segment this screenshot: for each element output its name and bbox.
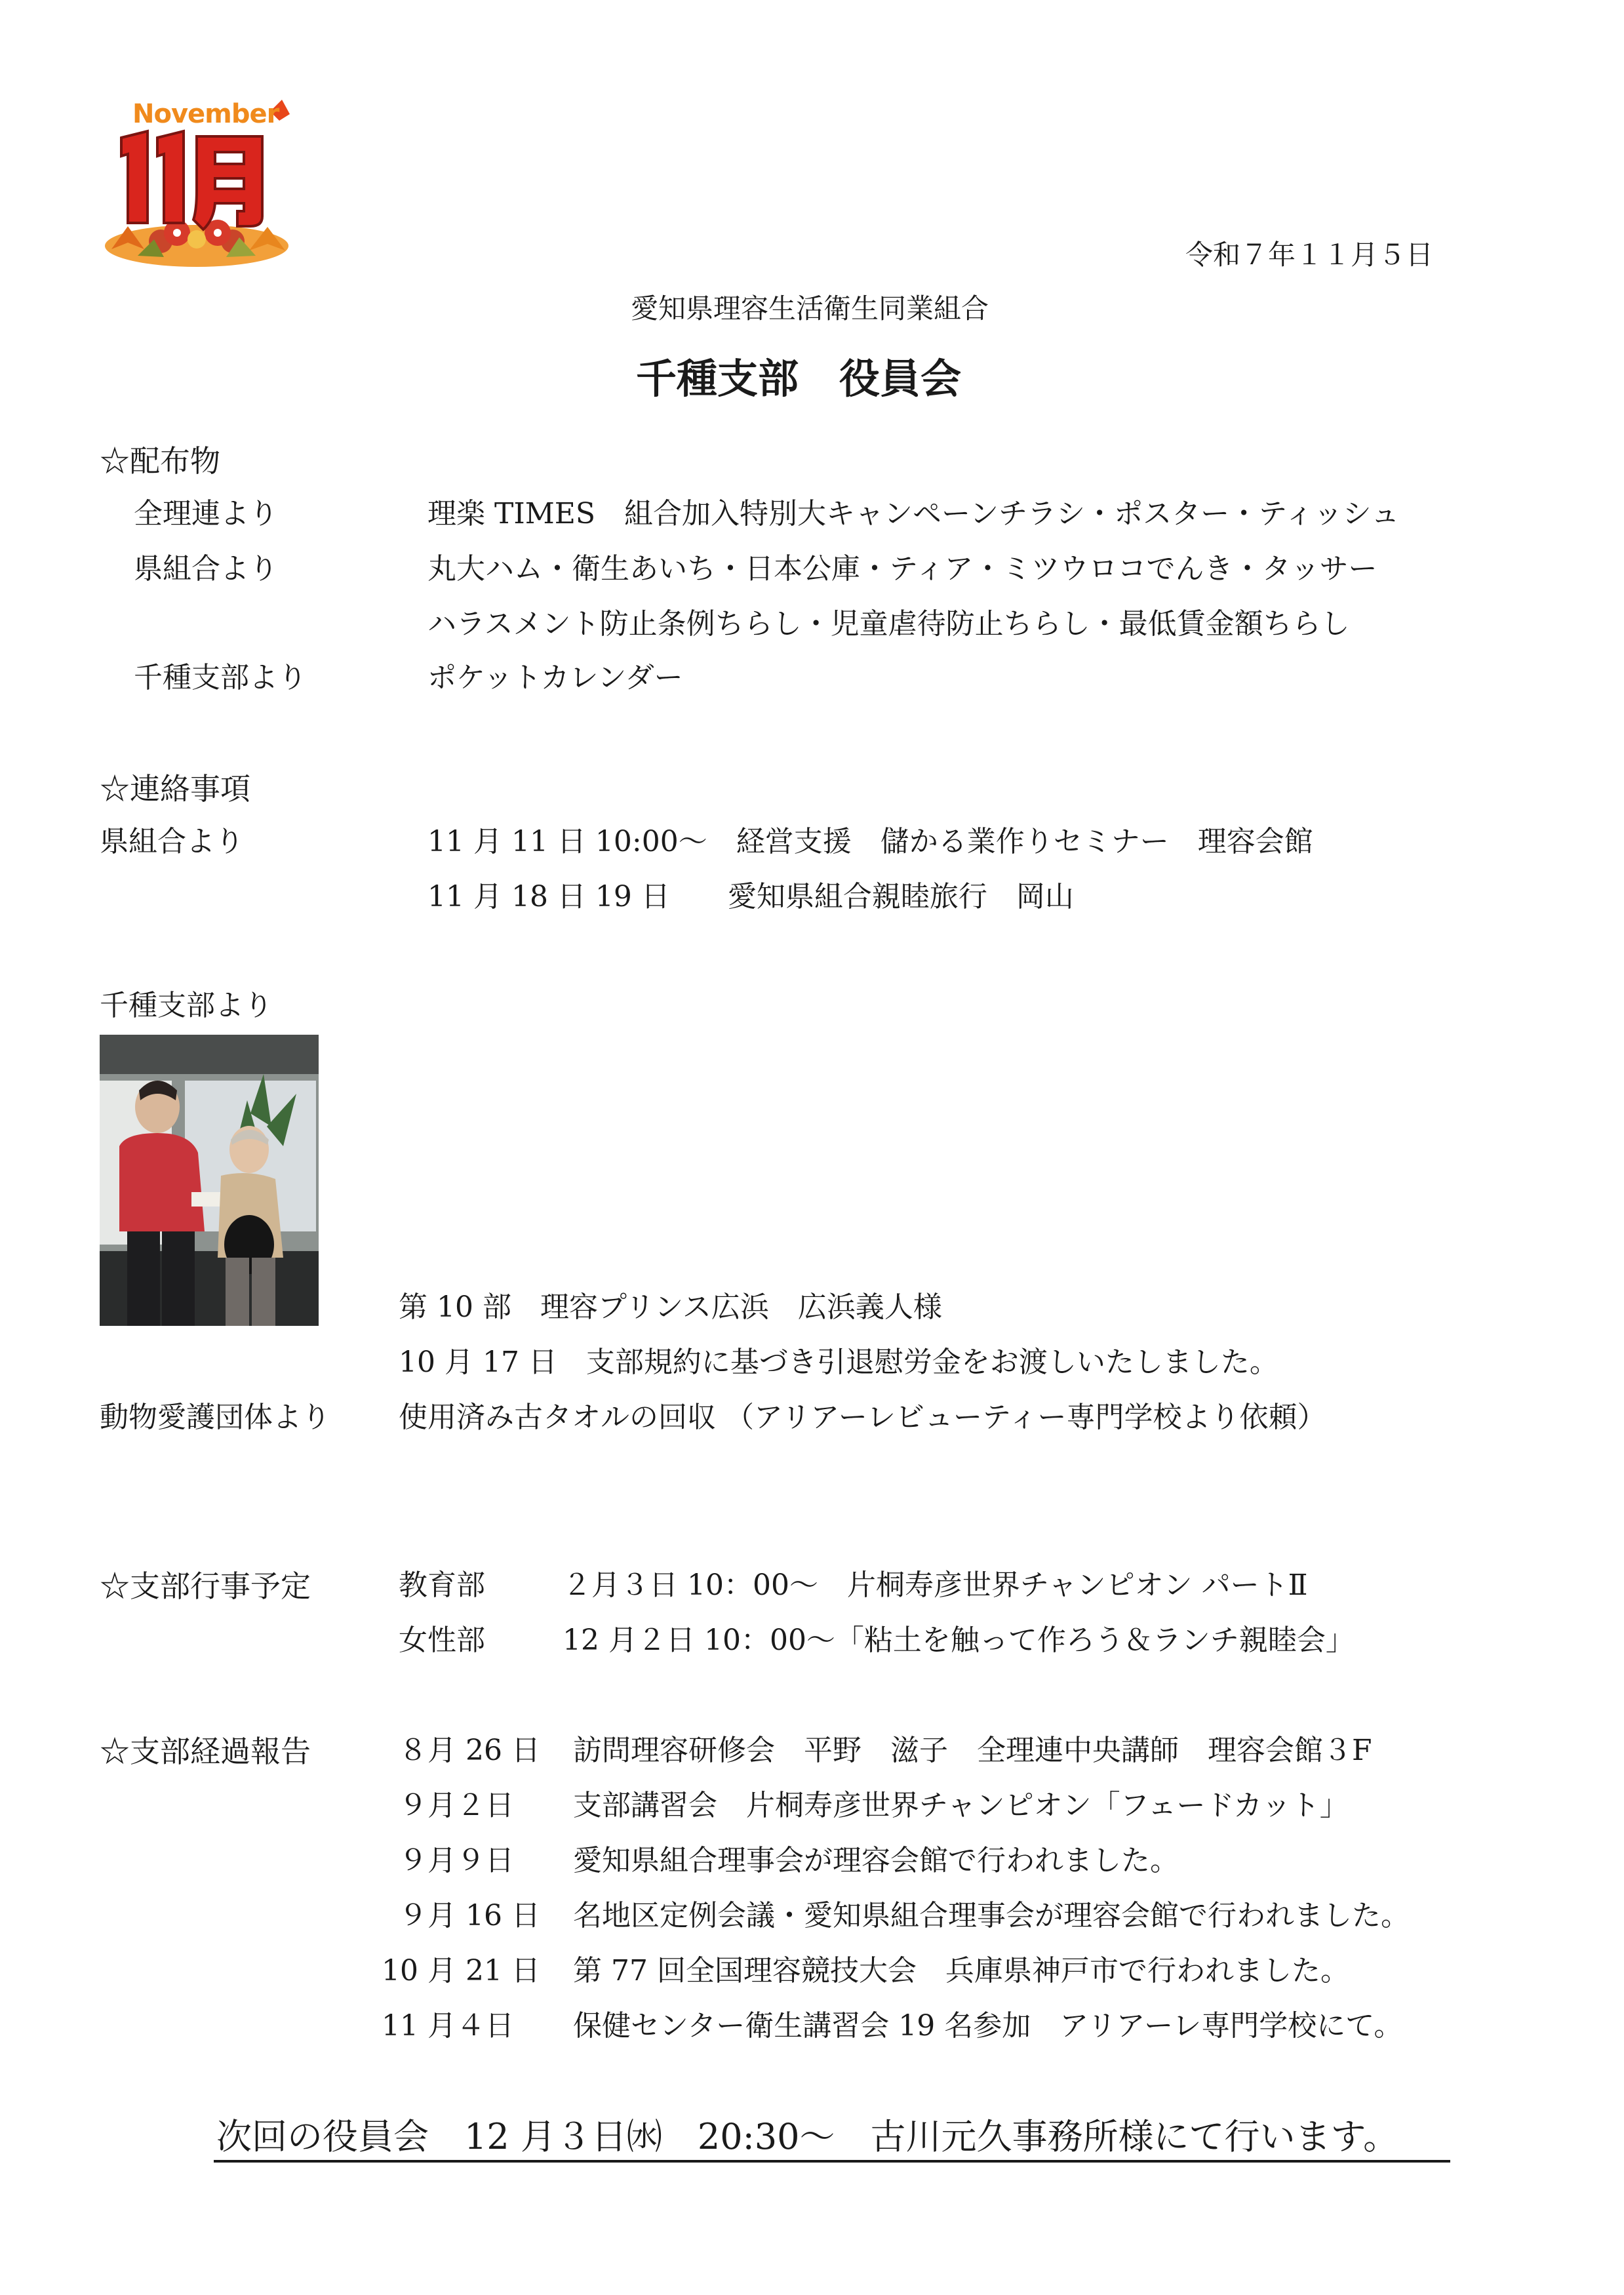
reports-date: ９月２日: [399, 1789, 514, 1822]
distribution-text: ハラスメント防止条例ちらし・児童虐待防止ちらし・最低賃金額ちらし: [427, 607, 1350, 641]
reports-text: 愛知県組合理事会が理容会館で行われました。: [573, 1844, 1179, 1877]
next-meeting-notice: 次回の役員会 12 月３日㈬ 20:30～ 古川元久事務所様にて行います。: [216, 2116, 1399, 2157]
events-dept: 女性部: [399, 1624, 485, 1657]
distribution-heading: ☆配布物: [100, 443, 220, 479]
distribution-label: 千種支部より: [134, 661, 307, 694]
events-text: ２月３日 10：00～ 片桐寿彦世界チャンピオン パートⅡ: [563, 1568, 1308, 1602]
reports-text: 名地区定例会議・愛知県組合理事会が理容会館で行われました。: [573, 1899, 1410, 1932]
notices-animal-label: 動物愛護団体より: [100, 1401, 330, 1434]
organization-name: 愛知県理容生活衛生同業組合: [631, 292, 989, 325]
notices-branch-row: 第 10 部 理容プリンス広浜 広浜義人様: [399, 1290, 942, 1324]
notices-branch-row: 10 月 17 日 支部規約に基づき引退慰労金をお渡しいたしました。: [399, 1346, 1278, 1379]
document-date: 令和７年１１月５日: [1185, 239, 1434, 271]
reports-date: ９月９日: [399, 1844, 514, 1877]
distribution-text: 理楽 TIMES 組合加入特別大キャンペーンチラシ・ポスター・ティッシュ: [427, 497, 1400, 530]
november-logo: [98, 92, 295, 269]
distribution-text: 丸大ハム・衛生あいち・日本公庫・ティア・ミツウロコでんき・タッサー: [427, 552, 1377, 586]
notices-heading: ☆連絡事項: [100, 771, 250, 807]
award-photo: [100, 1035, 319, 1326]
next-meeting-underline: [214, 2160, 1450, 2163]
reports-text: 支部講習会 片桐寿彦世界チャンピオン「フェードカット」: [573, 1789, 1349, 1822]
notices-pref-row: 11 月 11 日 10:00～ 経営支援 儲かる業作りセミナー 理容会館: [427, 825, 1313, 858]
logo-banner-text: November: [132, 99, 279, 129]
reports-text: 第 77 回全国理容競技大会 兵庫県神戸市で行われました。: [573, 1954, 1349, 1987]
distribution-label: 県組合より: [134, 552, 278, 586]
reports-heading: ☆支部経過報告: [100, 1734, 311, 1769]
reports-text: 訪問理容研修会 平野 滋子 全理連中央講師 理容会館３F: [573, 1734, 1372, 1767]
distribution-text: ポケットカレンダー: [427, 661, 683, 694]
reports-text: 保健センター衛生講習会 19 名参加 アリアーレ専門学校にて。: [573, 2009, 1403, 2043]
reports-date: 11 月４日: [382, 2009, 514, 2043]
distribution-label: 全理連より: [134, 497, 278, 530]
award-photo-image: [100, 1035, 319, 1326]
notices-pref-label: 県組合より: [100, 825, 244, 858]
reports-date: 10 月 21 日: [382, 1954, 540, 1987]
events-text: 12 月２日 10：00～「粘土を触って作ろう＆ランチ親睦会」: [563, 1624, 1355, 1657]
events-heading: ☆支部行事予定: [100, 1568, 311, 1604]
page-title: 千種支部 役員会: [636, 355, 962, 403]
notices-pref-row: 11 月 18 日 19 日 愛知県組合親睦旅行 岡山: [427, 880, 1074, 913]
reports-date: ８月 26 日: [399, 1734, 540, 1767]
notices-animal-text: 使用済み古タオルの回収 （アリアーレビューティー専門学校より依頼）: [399, 1401, 1326, 1434]
reports-date: ９月 16 日: [399, 1899, 540, 1932]
notices-branch-label: 千種支部より: [100, 989, 273, 1022]
events-dept: 教育部: [399, 1568, 485, 1602]
